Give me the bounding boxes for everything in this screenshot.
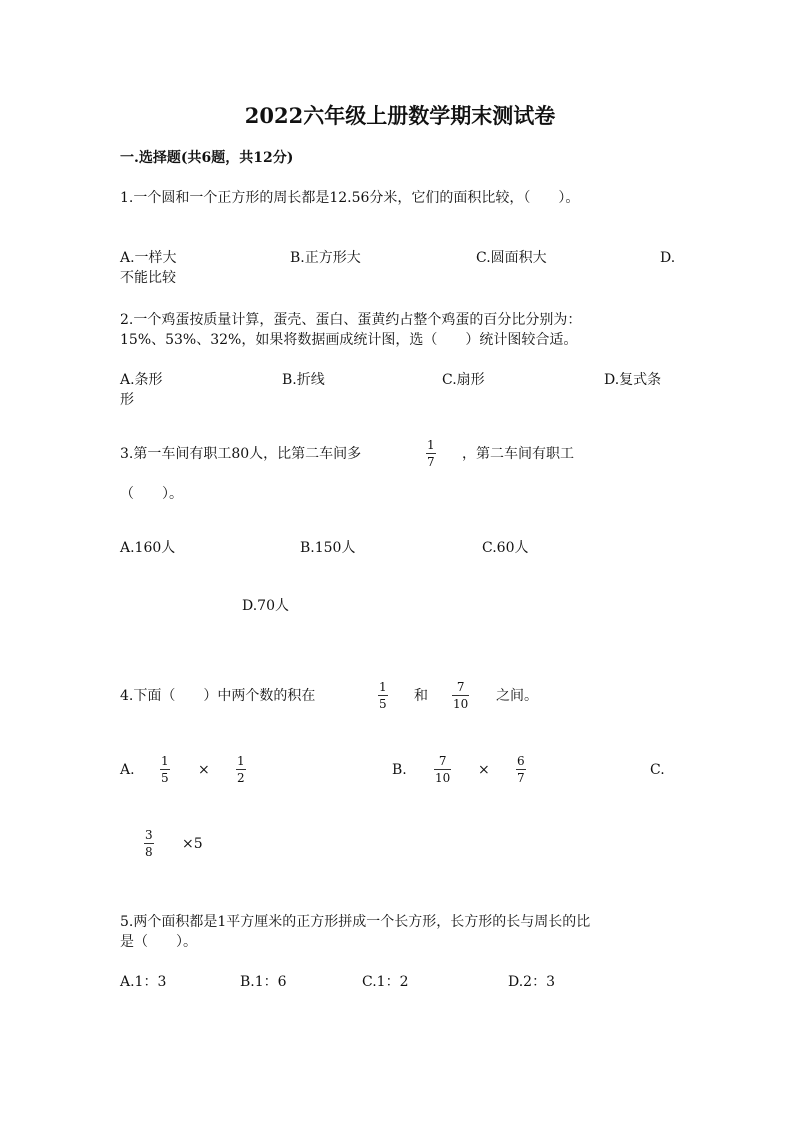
question-3-text-line2: （ ）。 bbox=[120, 486, 183, 502]
question-4-text-mid: 和 bbox=[414, 688, 428, 704]
question-1-text: 1.一个圆和一个正方形的周长都是12.56分米，它们的面积比较，（ ）。 bbox=[120, 190, 580, 206]
fraction-denominator: 5 bbox=[161, 771, 169, 785]
fraction-bar bbox=[144, 843, 154, 844]
question-4-option-a-fraction-1 bbox=[160, 754, 170, 785]
question-5-text-line1: 5.两个面积都是1平方厘米的正方形拼成一个长方形，长方形的长与周长的比 bbox=[120, 914, 591, 930]
fraction-denominator: 10 bbox=[453, 697, 469, 711]
question-2-option-b[interactable]: B.折线 bbox=[282, 372, 325, 388]
question-3-option-c[interactable]: C.60人 bbox=[482, 540, 529, 556]
question-4-option-b-fraction-2 bbox=[516, 754, 526, 785]
question-2-text-line2: 15%、53%、32%，如果将数据画成统计图，选（ ）统计图较合适。 bbox=[120, 332, 578, 348]
fraction-bar bbox=[434, 769, 451, 770]
question-2-option-a[interactable]: A.条形 bbox=[120, 372, 163, 388]
question-2-text-line1: 2.一个鸡蛋按质量计算，蛋壳、蛋白、蛋黄约占整个鸡蛋的百分比分别为： bbox=[120, 312, 582, 328]
fraction-bar bbox=[236, 769, 246, 770]
fraction-numerator: 6 bbox=[517, 754, 525, 768]
question-1-option-d[interactable]: D. bbox=[660, 250, 676, 266]
question-3-text-post: ，第二车间有职工 bbox=[462, 446, 574, 462]
question-4-text-post: 之间。 bbox=[496, 688, 538, 704]
fraction-numerator: 1 bbox=[427, 438, 435, 452]
question-4-option-b-fraction-1 bbox=[434, 754, 451, 785]
question-1-option-a[interactable]: A.一样大 bbox=[120, 250, 177, 266]
fraction-bar bbox=[452, 695, 469, 696]
fraction-denominator: 7 bbox=[427, 455, 435, 469]
fraction-numerator: 1 bbox=[237, 754, 245, 768]
fraction-denominator: 8 bbox=[145, 845, 153, 859]
question-2-option-d-cont: 形 bbox=[120, 392, 134, 408]
fraction-denominator: 7 bbox=[517, 771, 525, 785]
fraction-numerator: 3 bbox=[145, 828, 153, 842]
fraction-numerator: 7 bbox=[456, 680, 465, 694]
question-3-option-b[interactable]: B.150人 bbox=[300, 540, 356, 556]
question-1-option-c[interactable]: C.圆面积大 bbox=[476, 250, 547, 266]
fraction-numerator: 1 bbox=[161, 754, 169, 768]
times-five: ×5 bbox=[182, 836, 203, 852]
question-4-option-c-label[interactable]: C. bbox=[650, 762, 665, 778]
question-4-option-c-fraction bbox=[144, 828, 154, 859]
fraction-bar bbox=[426, 453, 436, 454]
question-2-option-d[interactable]: D.复式条 bbox=[604, 372, 662, 388]
question-4-fraction-1 bbox=[378, 680, 388, 711]
question-5-option-b[interactable]: B.1：6 bbox=[240, 974, 287, 990]
question-2-option-c[interactable]: C.扇形 bbox=[442, 372, 485, 388]
fraction-denominator: 2 bbox=[237, 771, 245, 785]
question-4-text-pre: 4.下面（ ）中两个数的积在 bbox=[120, 688, 316, 704]
question-4-option-a-fraction-2 bbox=[236, 754, 246, 785]
times-sign: × bbox=[478, 762, 490, 778]
question-1-option-d-cont: 不能比较 bbox=[120, 270, 176, 286]
fraction-bar bbox=[516, 769, 526, 770]
question-5-option-a[interactable]: A.1：3 bbox=[120, 974, 167, 990]
page-title: 2022六年级上册数学期末测试卷 bbox=[244, 103, 556, 128]
question-3-option-a[interactable]: A.160人 bbox=[120, 540, 176, 556]
question-4-option-b-label[interactable]: B. bbox=[392, 762, 407, 778]
section-heading: 一.选择题(共6题，共12分) bbox=[120, 150, 294, 166]
fraction-bar bbox=[160, 769, 170, 770]
question-3-text-pre: 3.第一车间有职工80人，比第二车间多 bbox=[120, 446, 362, 462]
fraction-numerator: 1 bbox=[379, 680, 387, 694]
question-1-option-b[interactable]: B.正方形大 bbox=[290, 250, 361, 266]
question-4-fraction-2 bbox=[452, 680, 469, 711]
question-5-text-line2: 是（ ）。 bbox=[120, 934, 197, 950]
question-5-option-d[interactable]: D.2：3 bbox=[508, 974, 555, 990]
question-5-option-c[interactable]: C.1：2 bbox=[362, 974, 409, 990]
question-4-option-a-label[interactable]: A. bbox=[120, 762, 135, 778]
fraction-bar bbox=[378, 695, 388, 696]
question-3-fraction bbox=[426, 438, 436, 469]
fraction-denominator: 5 bbox=[379, 697, 387, 711]
question-3-option-d[interactable]: D.70人 bbox=[242, 598, 289, 614]
fraction-numerator: 7 bbox=[438, 754, 447, 768]
fraction-denominator: 10 bbox=[435, 771, 451, 785]
times-sign: × bbox=[198, 762, 210, 778]
